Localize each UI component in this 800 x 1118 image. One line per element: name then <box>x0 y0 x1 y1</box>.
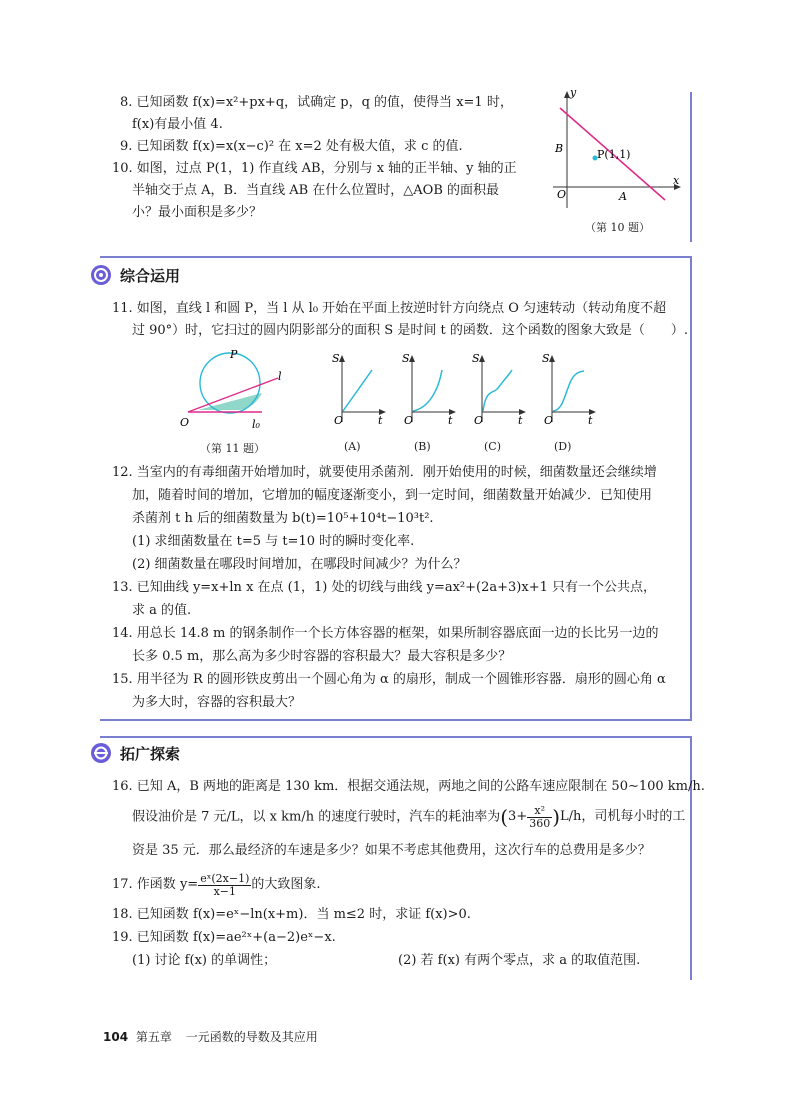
fig10-y: y <box>570 88 577 99</box>
fig10-x: x <box>673 174 680 187</box>
q12-sub1: (1) 求细菌数量在 t=5 与 t=10 时的瞬时变化率. <box>132 534 415 549</box>
graph-d-o: O <box>544 414 554 427</box>
option-d-label: (D) <box>554 440 572 453</box>
q16-line3: 资是 35 元．那么最经济的车速是多少？如果不考虑其他费用，这次行车的总费用是多少？ <box>132 843 651 858</box>
figure-10 <box>545 88 685 218</box>
q16-frac-num: x² <box>527 805 552 818</box>
q19: 19. 已知函数 f(x)=ae²ˣ+(a−2)eˣ−x. <box>112 930 336 945</box>
option-a-label: (A) <box>344 440 361 453</box>
graph-d-t: t <box>588 414 593 427</box>
page-number: 104 <box>103 1030 129 1044</box>
fig10-o: O <box>557 188 567 201</box>
q13-line1: 13. 已知曲线 y=x+ln x 在点 (1，1) 处的切线与曲线 y=ax²+(2a+3)x+1 只有一个公共点， <box>112 580 656 595</box>
q16-line1: 16. 已知 A，B 两地的距离是 130 km．根据交通法规，两地之间的公路车速应限制在 50∼100 km/h. <box>112 779 705 794</box>
q12-line2: 加，随着时间的增加，它增加的幅度逐渐变小，到一定时间，细菌数量开始减少．已知使用 <box>132 488 653 503</box>
q11-line1: 11. 如图，直线 l 和圆 P，当 l 从 l₀ 开始在平面上按逆时针方向绕点 O 匀速转动（转动角度不超 <box>112 301 667 316</box>
q16-line2: 假设油价是 7 元/L，以 x km/h 的速度行驶时，汽车的耗油率为(3+ $\frac{\text{x²}}{360}$ )L/h，司机每小时的工 <box>132 803 686 830</box>
q17 <box>112 868 321 903</box>
graph-a-s: S <box>332 352 340 365</box>
q18: 18. 已知函数 f(x)=eˣ−ln(x+m)．当 m≤2 时，求证 f(x)>0. <box>112 907 471 922</box>
q14-line2: 长多 0.5 m，那么高为多少时容器的容积最大？最大容积是多少？ <box>132 649 512 664</box>
q17-pre: 17. 作函数 y= <box>112 877 199 892</box>
q11-line2: 过 90°）时，它扫过的圆内阴影部分的面积 S 是时间 t 的函数．这个函数的图象大致是（ ）. <box>132 323 688 338</box>
fig11-o: O <box>180 416 190 429</box>
q10-line1: 10. 如图，过点 P(1，1) 作直线 AB，分别与 x 轴的正半轴、y 轴的正 <box>112 161 517 176</box>
sec1-top-line <box>100 256 692 258</box>
chapter-title: 一元函数的导数及其应用 <box>185 1030 318 1044</box>
fig11-l0: l₀ <box>252 418 260 431</box>
graph-c-s: S <box>472 352 480 365</box>
q15-line1: 15. 用半径为 R 的圆形铁皮剪出一个圆心角为 α 的扇形，制成一个圆锥形容器．扇形的圆心角 α <box>112 672 666 687</box>
graph-b-s: S <box>402 352 410 365</box>
q13-line2: 求 a 的值. <box>132 603 192 618</box>
q12-sub2: (2) 细菌数量在哪段时间增加，在哪段时间减少？为什么？ <box>132 557 467 572</box>
graph-a-o: O <box>334 414 344 427</box>
compass-icon <box>90 742 112 764</box>
graph-d-s: S <box>542 352 550 365</box>
graph-b-o: O <box>404 414 414 427</box>
target-icon <box>90 264 112 286</box>
q16-frac-den: 360 <box>529 816 551 830</box>
q15-line2: 为多大时，容器的容积最大？ <box>132 695 302 710</box>
chapter-label: 第五章 <box>135 1030 172 1044</box>
graph-b <box>400 352 456 428</box>
graph-d <box>540 352 596 428</box>
sec2-right-bar <box>690 736 692 980</box>
graph-c-o: O <box>474 414 484 427</box>
q10-line2: 半轴交于点 A，B．当直线 AB 在什么位置时，△AOB 的面积最 <box>132 183 500 198</box>
fig11-p: P <box>230 348 238 361</box>
q19-sub1: (1) 讨论 f(x) 的单调性； <box>132 953 277 968</box>
top-right-bar <box>690 92 692 242</box>
fig10-caption: （第 10 题） <box>585 221 650 234</box>
q16-line2-pre: 假设油价是 7 元/L，以 x km/h 的速度行驶时，汽车的耗油率为 <box>132 809 501 825</box>
q12-line3: 杀菌剂 t h 后的细菌数量为 b(t)=10⁵+10⁴t−10³t². <box>132 511 434 526</box>
q8-line2: f(x)有最小值 4. <box>132 117 223 132</box>
option-c-label: (C) <box>484 440 501 453</box>
q12-line1: 12. 当室内的有毒细菌开始增加时，就要使用杀菌剂．刚开始使用的时候，细菌数量还会继续增 <box>112 465 657 480</box>
graph-a <box>330 352 386 428</box>
sec2-top-line <box>100 736 692 738</box>
sec1-right-bar <box>690 256 692 721</box>
fig11-l: l <box>278 370 282 383</box>
q9: 9. 已知函数 f(x)=x(x−c)² 在 x=2 处有极大值，求 c 的值. <box>120 139 463 154</box>
graph-c <box>470 352 526 428</box>
q17-den: x−1 <box>213 884 236 898</box>
fig11-caption: （第 11 题） <box>200 442 265 455</box>
graph-c-t: t <box>518 414 523 427</box>
sec2-title: 拓广探索 <box>120 744 181 763</box>
q16-frac-pre: 3+ <box>508 809 528 824</box>
q16-line2-post: L/h，司机每小时的工 <box>560 809 686 824</box>
fig10-a: A <box>619 190 627 203</box>
option-b-label: (B) <box>414 440 431 453</box>
fig10-p: P(1,1) <box>597 148 631 161</box>
q14-line1: 14. 用总长 14.8 m 的钢条制作一个长方体容器的框架，如果所制容器底面一边的长比另一边的 <box>112 626 659 641</box>
graph-b-t: t <box>448 414 453 427</box>
sec1-title: 综合运用 <box>120 266 181 285</box>
sec1-bottom-line <box>100 719 692 721</box>
q17-post: 的大致图象. <box>251 877 321 892</box>
graph-a-t: t <box>378 414 383 427</box>
fig10-b: B <box>555 142 564 155</box>
q10-line3: 小？最小面积是多少？ <box>132 205 263 220</box>
figure-11 <box>180 348 290 433</box>
page-footer <box>103 1028 318 1045</box>
q8-line1: 8. 已知函数 f(x)=x²+px+q，试确定 p，q 的值，使得当 x=1 时， <box>120 95 513 110</box>
q17-num: eˣ(2x−1) <box>200 871 250 885</box>
q19-sub2: (2) 若 f(x) 有两个零点，求 a 的取值范围. <box>398 953 641 968</box>
